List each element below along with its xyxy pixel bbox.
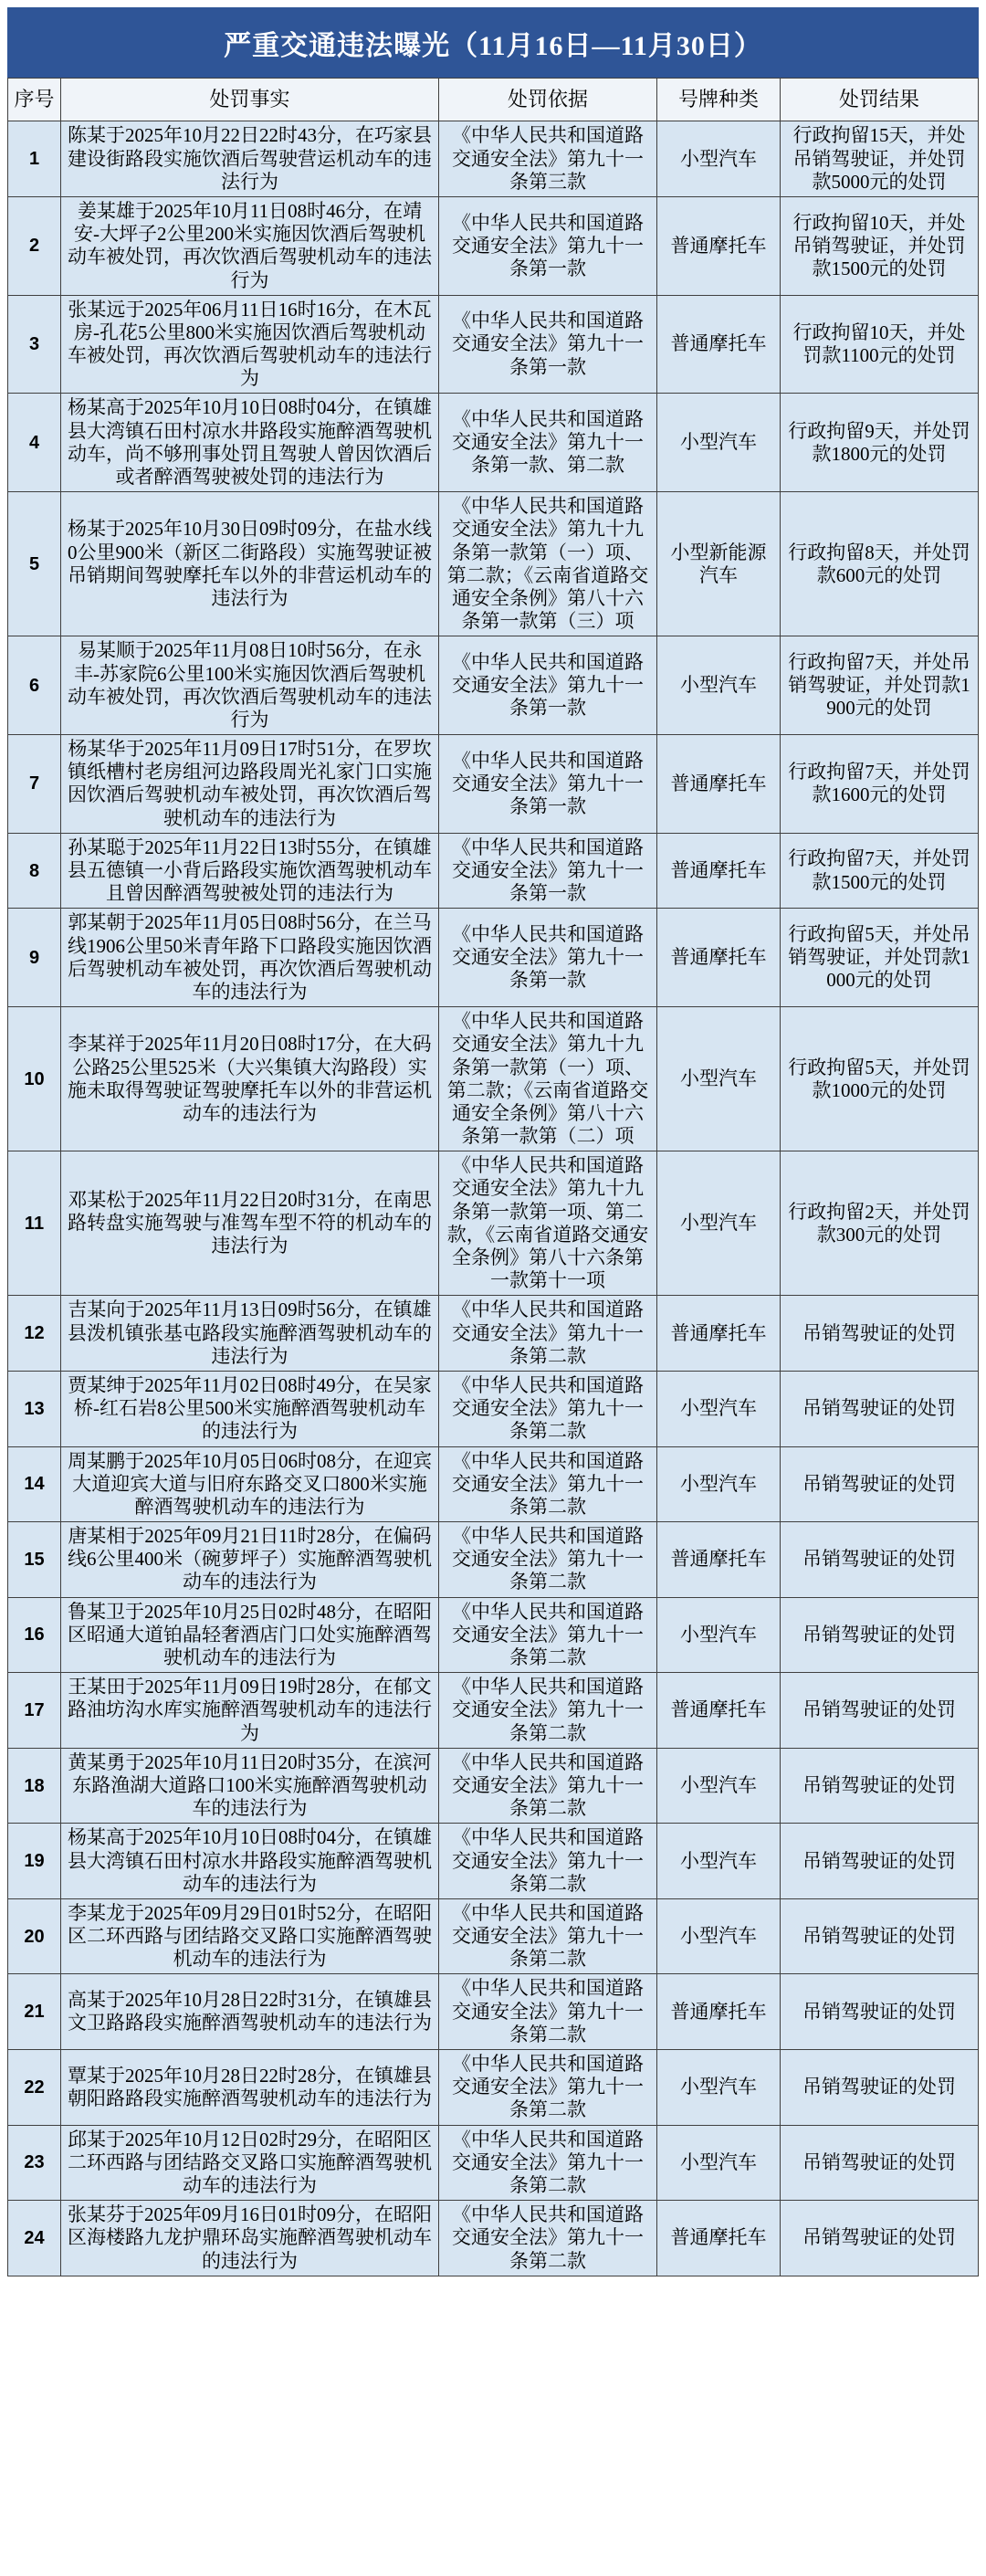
- cell-result: 行政拘留7天，并处吊销驾驶证，并处罚款1900元的处罚: [781, 636, 979, 735]
- cell-plate: 小型新能源汽车: [657, 492, 781, 636]
- col-fact: 处罚事实: [61, 79, 439, 121]
- cell-basis: 《中华人民共和国道路交通安全法》第九十一条第一款: [439, 636, 657, 735]
- cell-plate: 小型汽车: [657, 1898, 781, 1974]
- table-row: [8, 1522, 979, 1598]
- cell-serial: 22: [8, 2050, 61, 2126]
- cell-basis: 《中华人民共和国道路交通安全法》第九十一条第一款: [439, 735, 657, 834]
- cell-basis: 《中华人民共和国道路交通安全法》第九十一条第一款、第二款: [439, 394, 657, 492]
- cell-result: 吊销驾驶证的处罚: [781, 1898, 979, 1974]
- cell-fact: 李某龙于2025年09月29日01时52分，在昭阳区二环西路与团结路交叉路口实施醉酒驾驶机动车的违法行为: [61, 1898, 439, 1974]
- cell-plate: 普通摩托车: [657, 1522, 781, 1598]
- cell-result: 吊销驾驶证的处罚: [781, 1824, 979, 1899]
- cell-result: 吊销驾驶证的处罚: [781, 2201, 979, 2276]
- table-row: [8, 1446, 979, 1522]
- table-row: [8, 735, 979, 834]
- cell-result: 行政拘留9天，并处罚款1800元的处罚: [781, 394, 979, 492]
- cell-result: 行政拘留5天，并处罚款1000元的处罚: [781, 1007, 979, 1151]
- table-row: [8, 394, 979, 492]
- cell-basis: 《中华人民共和国道路交通安全法》第九十一条第一款: [439, 196, 657, 295]
- cell-fact: 郭某朝于2025年11月05日08时56分，在兰马线1906公里50米青年路下口路段实施因饮酒后驾驶机动车被处罚，再次饮酒后驾驶机动车的违法行为: [61, 909, 439, 1007]
- cell-basis: 《中华人民共和国道路交通安全法》第九十一条第二款: [439, 1673, 657, 1749]
- cell-basis: 《中华人民共和国道路交通安全法》第九十一条第二款: [439, 1522, 657, 1598]
- cell-serial: 21: [8, 1974, 61, 2050]
- col-plate: 号牌种类: [657, 79, 781, 121]
- cell-basis: 《中华人民共和国道路交通安全法》第九十九条第一款第（一）项、第二款；《云南省道路交通安全条例》第八十六条第一款第（二）项: [439, 1007, 657, 1151]
- table-row: [8, 2050, 979, 2126]
- col-serial: 序号: [8, 79, 61, 121]
- cell-result: 行政拘留5天，并处吊销驾驶证，并处罚款1000元的处罚: [781, 909, 979, 1007]
- cell-fact: 邓某松于2025年11月22日20时31分，在南思路转盘实施驾驶与准驾车型不符的机动车的违法行为: [61, 1151, 439, 1296]
- table-row: [8, 2201, 979, 2276]
- cell-result: 行政拘留8天，并处罚款600元的处罚: [781, 492, 979, 636]
- cell-result: 行政拘留10天，并处罚款1100元的处罚: [781, 295, 979, 394]
- cell-serial: 13: [8, 1371, 61, 1446]
- cell-serial: 12: [8, 1296, 61, 1372]
- cell-result: 吊销驾驶证的处罚: [781, 1296, 979, 1372]
- cell-serial: 17: [8, 1673, 61, 1749]
- cell-serial: 8: [8, 833, 61, 909]
- cell-fact: 邱某于2025年10月12日02时29分，在昭阳区二环西路与团结路交叉路口实施醉酒驾驶机动车的违法行为: [61, 2125, 439, 2201]
- table-row: [8, 1296, 979, 1372]
- cell-serial: 15: [8, 1522, 61, 1598]
- cell-serial: 16: [8, 1597, 61, 1673]
- cell-basis: 《中华人民共和国道路交通安全法》第九十一条第二款: [439, 1296, 657, 1372]
- cell-fact: 孙某聪于2025年11月22日13时55分，在镇雄县五德镇一小背后路段实施饮酒驾驶机动车且曾因醉酒驾驶被处罚的违法行为: [61, 833, 439, 909]
- cell-serial: 6: [8, 636, 61, 735]
- cell-serial: 5: [8, 492, 61, 636]
- table-row: [8, 1898, 979, 1974]
- cell-fact: 姜某雄于2025年10月11日08时46分，在靖安-大坪子2公里200米实施因饮酒后驾驶机动车被处罚，再次饮酒后驾驶机动车的违法行为: [61, 196, 439, 295]
- cell-fact: 吉某向于2025年11月13日09时56分，在镇雄县泼机镇张基屯路段实施醉酒驾驶机动车的违法行为: [61, 1296, 439, 1372]
- cell-basis: 《中华人民共和国道路交通安全法》第九十一条第二款: [439, 1898, 657, 1974]
- cell-result: 吊销驾驶证的处罚: [781, 1446, 979, 1522]
- cell-result: 行政拘留15天，并处吊销驾驶证，并处罚款5000元的处罚: [781, 121, 979, 197]
- cell-plate: 小型汽车: [657, 1371, 781, 1446]
- cell-basis: 《中华人民共和国道路交通安全法》第九十一条第二款: [439, 2201, 657, 2276]
- cell-plate: 普通摩托车: [657, 909, 781, 1007]
- cell-basis: 《中华人民共和国道路交通安全法》第九十九条第一款第（一）项、第二款；《云南省道路交通安全条例》第八十六条第一款第（三）项: [439, 492, 657, 636]
- cell-fact: 王某田于2025年11月09日19时28分，在郁文路油坊沟水库实施醉酒驾驶机动车的违法行为: [61, 1673, 439, 1749]
- table-row: [8, 492, 979, 636]
- cell-serial: 4: [8, 394, 61, 492]
- cell-fact: 李某祥于2025年11月20日08时17分，在大码公路25公里525米（大兴集镇大沟路段）实施未取得驾驶证驾驶摩托车以外的非营运机动车的违法行为: [61, 1007, 439, 1151]
- cell-basis: 《中华人民共和国道路交通安全法》第九十九条第一款第一项、第二款，《云南省道路交通安全条例》第八十六条第一款第十一项: [439, 1151, 657, 1296]
- cell-basis: 《中华人民共和国道路交通安全法》第九十一条第三款: [439, 121, 657, 197]
- cell-fact: 陈某于2025年10月22日22时43分，在巧家县建设街路段实施饮酒后驾驶营运机动车的违法行为: [61, 121, 439, 197]
- cell-fact: 黄某勇于2025年10月11日20时35分，在滨河东路渔湖大道路口100米实施醉酒驾驶机动车的违法行为: [61, 1748, 439, 1824]
- cell-basis: 《中华人民共和国道路交通安全法》第九十一条第二款: [439, 1974, 657, 2050]
- cell-fact: 唐某相于2025年09月21日11时28分，在偏码线6公里400米（碗萝坪子）实施醉酒驾驶机动车的违法行为: [61, 1522, 439, 1598]
- cell-fact: 高某于2025年10月28日22时31分，在镇雄县文卫路路段实施醉酒驾驶机动车的违法行为: [61, 1974, 439, 2050]
- violations-table: [7, 78, 979, 2276]
- table-row: [8, 196, 979, 295]
- col-result: 处罚结果: [781, 79, 979, 121]
- cell-plate: 小型汽车: [657, 2125, 781, 2201]
- cell-fact: 杨某华于2025年11月09日17时51分，在罗坎镇纸槽村老房组河边路段周光礼家门口实施因饮酒后驾驶机动车被处罚，再次饮酒后驾驶机动车的违法行为: [61, 735, 439, 834]
- cell-result: 吊销驾驶证的处罚: [781, 1673, 979, 1749]
- table-row: [8, 636, 979, 735]
- cell-basis: 《中华人民共和国道路交通安全法》第九十一条第二款: [439, 2050, 657, 2126]
- cell-serial: 3: [8, 295, 61, 394]
- table-row: [8, 1151, 979, 1296]
- cell-serial: 24: [8, 2201, 61, 2276]
- table-row: [8, 1824, 979, 1899]
- cell-plate: 小型汽车: [657, 1748, 781, 1824]
- cell-serial: 2: [8, 196, 61, 295]
- cell-plate: 小型汽车: [657, 1151, 781, 1296]
- cell-plate: 小型汽车: [657, 1597, 781, 1673]
- column-header-row: [8, 79, 979, 121]
- cell-plate: 普通摩托车: [657, 295, 781, 394]
- cell-fact: 张某远于2025年06月11日16时16分，在木瓦房-孔花5公里800米实施因饮酒后驾驶机动车被处罚，再次饮酒后驾驶机动车的违法行为: [61, 295, 439, 394]
- cell-plate: 小型汽车: [657, 2050, 781, 2126]
- cell-basis: 《中华人民共和国道路交通安全法》第九十一条第二款: [439, 1597, 657, 1673]
- table-row: [8, 1748, 979, 1824]
- cell-serial: 1: [8, 121, 61, 197]
- cell-result: 吊销驾驶证的处罚: [781, 1597, 979, 1673]
- cell-plate: 普通摩托车: [657, 735, 781, 834]
- cell-basis: 《中华人民共和国道路交通安全法》第九十一条第一款: [439, 909, 657, 1007]
- cell-serial: 19: [8, 1824, 61, 1899]
- table-row: [8, 121, 979, 197]
- cell-plate: 普通摩托车: [657, 833, 781, 909]
- table-row: [8, 833, 979, 909]
- cell-result: 行政拘留2天，并处罚款300元的处罚: [781, 1151, 979, 1296]
- cell-serial: 11: [8, 1151, 61, 1296]
- cell-basis: 《中华人民共和国道路交通安全法》第九十一条第一款: [439, 295, 657, 394]
- cell-result: 吊销驾驶证的处罚: [781, 2125, 979, 2201]
- cell-serial: 7: [8, 735, 61, 834]
- cell-fact: 贾某绅于2025年11月02日08时49分，在吴家桥-红石岩8公里500米实施醉酒驾驶机动车的违法行为: [61, 1371, 439, 1446]
- table-row: [8, 1673, 979, 1749]
- cell-basis: 《中华人民共和国道路交通安全法》第九十一条第二款: [439, 1446, 657, 1522]
- page-title: 严重交通违法曝光（11月16日—11月30日）: [7, 7, 979, 78]
- cell-serial: 9: [8, 909, 61, 1007]
- cell-plate: 普通摩托车: [657, 2201, 781, 2276]
- table-row: [8, 2125, 979, 2201]
- cell-fact: 张某芬于2025年09月16日01时09分，在昭阳区海楼路九龙护鼎环岛实施醉酒驾驶机动车的违法行为: [61, 2201, 439, 2276]
- cell-plate: 小型汽车: [657, 1824, 781, 1899]
- cell-plate: 普通摩托车: [657, 1296, 781, 1372]
- cell-serial: 20: [8, 1898, 61, 1974]
- cell-basis: 《中华人民共和国道路交通安全法》第九十一条第二款: [439, 1748, 657, 1824]
- cell-basis: 《中华人民共和国道路交通安全法》第九十一条第二款: [439, 1371, 657, 1446]
- cell-result: 行政拘留7天，并处罚款1500元的处罚: [781, 833, 979, 909]
- cell-fact: 周某鹏于2025年10月05日06时08分，在迎宾大道迎宾大道与旧府东路交叉口800米实施醉酒驾驶机动车的违法行为: [61, 1446, 439, 1522]
- cell-result: 吊销驾驶证的处罚: [781, 1974, 979, 2050]
- cell-result: 吊销驾驶证的处罚: [781, 1522, 979, 1598]
- cell-serial: 23: [8, 2125, 61, 2201]
- cell-plate: 小型汽车: [657, 636, 781, 735]
- cell-fact: 易某顺于2025年11月08日10时56分，在永丰-苏家院6公里100米实施因饮酒后驾驶机动车被处罚，再次饮酒后驾驶机动车的违法行为: [61, 636, 439, 735]
- cell-fact: 鲁某卫于2025年10月25日02时48分，在昭阳区昭通大道铂晶轻奢酒店门口处实施醉酒驾驶机动车的违法行为: [61, 1597, 439, 1673]
- cell-serial: 14: [8, 1446, 61, 1522]
- table-row: [8, 909, 979, 1007]
- cell-serial: 10: [8, 1007, 61, 1151]
- table-row: [8, 1597, 979, 1673]
- cell-serial: 18: [8, 1748, 61, 1824]
- cell-plate: 小型汽车: [657, 121, 781, 197]
- table-body: [8, 121, 979, 2276]
- cell-result: 吊销驾驶证的处罚: [781, 1748, 979, 1824]
- table-row: [8, 295, 979, 394]
- cell-result: 吊销驾驶证的处罚: [781, 2050, 979, 2126]
- cell-fact: 覃某于2025年10月28日22时28分，在镇雄县朝阳路路段实施醉酒驾驶机动车的违法行为: [61, 2050, 439, 2126]
- cell-fact: 杨某高于2025年10月10日08时04分，在镇雄县大湾镇石田村凉水井路段实施醉酒驾驶机动车，尚不够刑事处罚且驾驶人曾因饮酒后或者醉酒驾驶被处罚的违法行为: [61, 394, 439, 492]
- cell-basis: 《中华人民共和国道路交通安全法》第九十一条第一款: [439, 833, 657, 909]
- cell-plate: 小型汽车: [657, 1007, 781, 1151]
- cell-plate: 普通摩托车: [657, 1673, 781, 1749]
- table-row: [8, 1371, 979, 1446]
- cell-fact: 杨某于2025年10月30日09时09分，在盐水线0公里900米（新区二街路段）实施驾驶证被吊销期间驾驶摩托车以外的非营运机动车的违法行为: [61, 492, 439, 636]
- cell-plate: 普通摩托车: [657, 1974, 781, 2050]
- cell-fact: 杨某高于2025年10月10日08时04分，在镇雄县大湾镇石田村凉水井路段实施醉酒驾驶机动车的违法行为: [61, 1824, 439, 1899]
- cell-plate: 普通摩托车: [657, 196, 781, 295]
- cell-plate: 小型汽车: [657, 1446, 781, 1522]
- col-basis: 处罚依据: [439, 79, 657, 121]
- cell-result: 行政拘留10天，并处吊销驾驶证，并处罚款1500元的处罚: [781, 196, 979, 295]
- cell-result: 行政拘留7天，并处罚款1600元的处罚: [781, 735, 979, 834]
- cell-plate: 小型汽车: [657, 394, 781, 492]
- table-row: [8, 1974, 979, 2050]
- table-row: [8, 1007, 979, 1151]
- cell-basis: 《中华人民共和国道路交通安全法》第九十一条第二款: [439, 1824, 657, 1899]
- cell-result: 吊销驾驶证的处罚: [781, 1371, 979, 1446]
- cell-basis: 《中华人民共和国道路交通安全法》第九十一条第二款: [439, 2125, 657, 2201]
